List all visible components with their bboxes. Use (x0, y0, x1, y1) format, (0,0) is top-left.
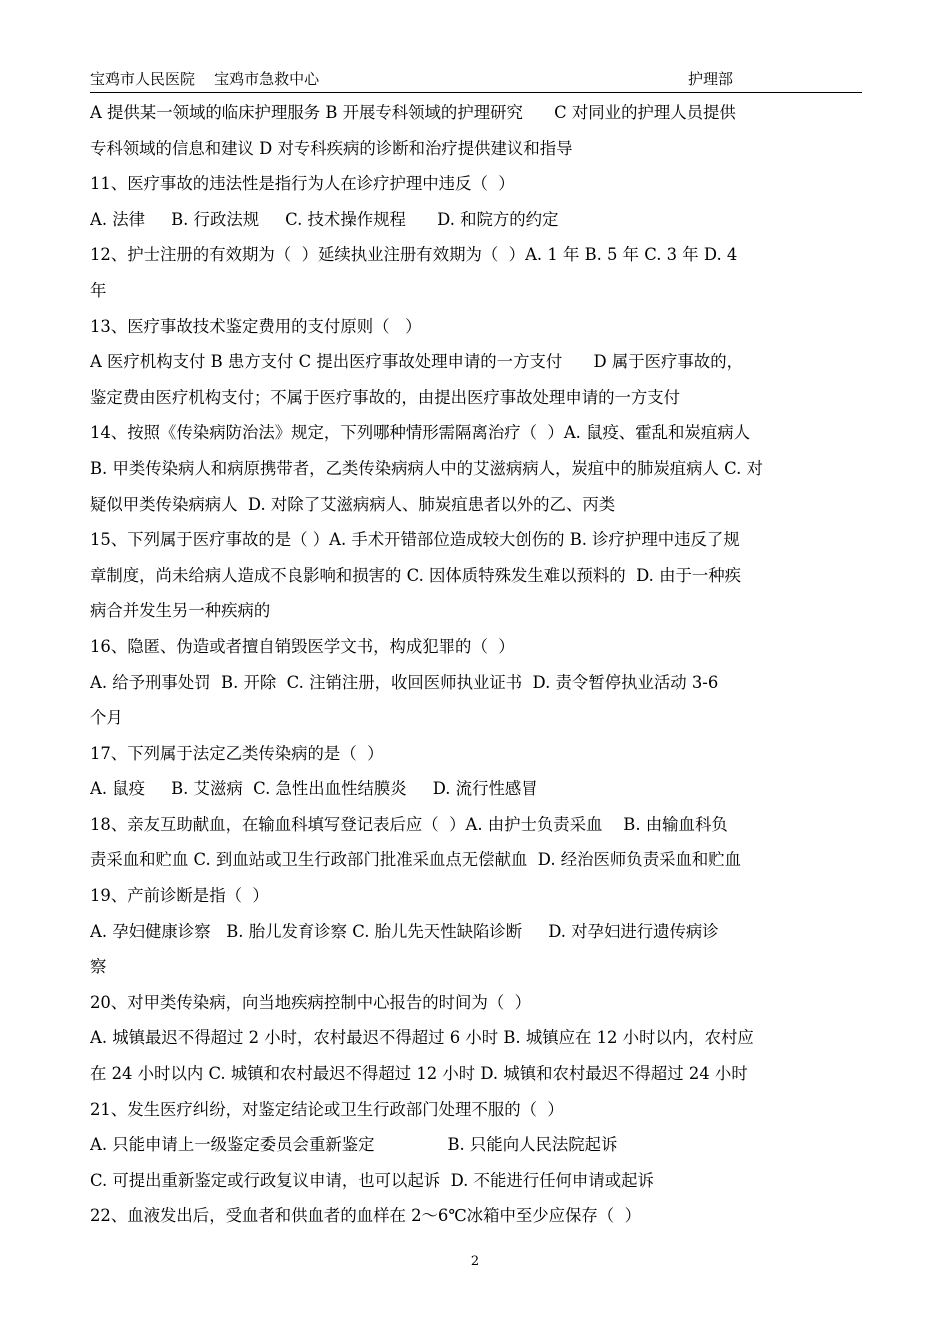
question-19: 19、产前诊断是指（ ） (90, 886, 269, 906)
question-17-options: A. 鼠疫 B. 艾滋病 C. 急性出血性结膜炎 D. 流行性感冒 (90, 779, 538, 799)
question-13-options: A 医疗机构支付 B 患方支付 C 提出医疗事故处理申请的一方支付 D 属于医疗事故的， (90, 352, 743, 372)
header-department: 护理部 (688, 70, 734, 88)
question-21: 21、发生医疗纠纷，对鉴定结论或卫生行政部门处理不服的（ ） (90, 1099, 564, 1119)
text-line: C. 可提出重新鉴定或行政复议申请，也可以起诉 D. 不能进行任何申请或起诉 (90, 1170, 654, 1190)
question-18: 18、亲友互助献血，在输血科填写登记表后应（ ）A. 由护士负责采血 B. 由输血科负 (90, 814, 728, 834)
question-14: 14、按照《传染病防治法》规定，下列哪种情形需隔离治疗（ ）A. 鼠疫、霍乱和炭疽病人 (90, 423, 750, 443)
document-body (90, 95, 862, 1234)
page-number: 2 (470, 1254, 480, 1269)
text-line: A 提供某一领域的临床护理服务 B 开展专科领域的护理研究 C 对同业的护理人员提供 (90, 103, 736, 122)
text-line: 察 (90, 957, 107, 977)
question-11: 11、医疗事故的违法性是指行为人在诊疗护理中违反（ ） (90, 174, 515, 194)
question-12: 12、护士注册的有效期为（ ）延续执业注册有效期为（ ）A. 1 年 B. 5 年 C. 3 年 D. 4 (90, 245, 738, 265)
question-22: 22、血液发出后，受血者和供血者的血样在 2～6℃冰箱中至少应保存（ ） (90, 1206, 642, 1226)
question-19-options: A. 孕妇健康诊察 B. 胎儿发育诊察 C. 胎儿先天性缺陷诊断 D. 对孕妇进行遗传病诊 (90, 921, 719, 941)
header-hospital-names: 宝鸡市人民医院 宝鸡市急救中心 (90, 70, 320, 88)
question-21-options: A. 只能申请上一级鉴定委员会重新鉴定 B. 只能向人民法院起诉 (90, 1135, 618, 1155)
text-line: 责采血和贮血 C. 到血站或卫生行政部门批准采血点无偿献血 D. 经治医师负责采血和贮血 (90, 850, 742, 870)
page-header (90, 66, 862, 93)
text-line: 个月 (90, 708, 123, 728)
question-13: 13、医疗事故技术鉴定费用的支付原则（ ） (90, 316, 422, 336)
text-line: 在 24 小时以内 C. 城镇和农村最迟不得超过 12 小时 D. 城镇和农村最迟不得超过 24 小时 (90, 1064, 748, 1084)
text-line: 疑似甲类传染病病人 D. 对除了艾滋病病人、肺炭疽患者以外的乙、丙类 (90, 494, 616, 514)
text-line: B. 甲类传染病人和病原携带者，乙类传染病病人中的艾滋病病人，炭疽中的肺炭疽病人 C. 对 (90, 458, 763, 478)
question-15: 15、下列属于医疗事故的是（ ）A. 手术开错部位造成较大创伤的 B. 诊疗护理中违反了规 (90, 530, 740, 550)
text-line: 鉴定费由医疗机构支付；不属于医疗事故的，由提出医疗事故处理申请的一方支付 (90, 387, 681, 407)
question-11-options: A. 法律 B. 行政法规 C. 技术操作规程 D. 和院方的约定 (90, 209, 559, 229)
question-17: 17、下列属于法定乙类传染病的是（ ） (90, 743, 384, 763)
question-16-options: A. 给予刑事处罚 B. 开除 C. 注销注册，收回医师执业证书 D. 责令暂停执业活动 3-6 (90, 672, 719, 692)
question-20: 20、对甲类传染病，向当地疾病控制中心报告的时间为（ ） (90, 992, 532, 1012)
question-16: 16、隐匿、伪造或者擅自销毁医学文书，构成犯罪的（ ） (90, 636, 515, 656)
question-20-options: A. 城镇最迟不得超过 2 小时，农村最迟不得超过 6 小时 B. 城镇应在 12 小时以内，农村应 (90, 1028, 754, 1048)
text-line: 章制度，尚未给病人造成不良影响和损害的 C. 因体质特殊发生难以预料的 D. 由于一种疾 (90, 565, 742, 585)
text-line: 专科领域的信息和建议 D 对专科疾病的诊断和治疗提供建议和指导 (90, 138, 573, 158)
text-line: 病合并发生另一种疾病的 (90, 601, 271, 621)
text-line: 年 (90, 280, 107, 300)
